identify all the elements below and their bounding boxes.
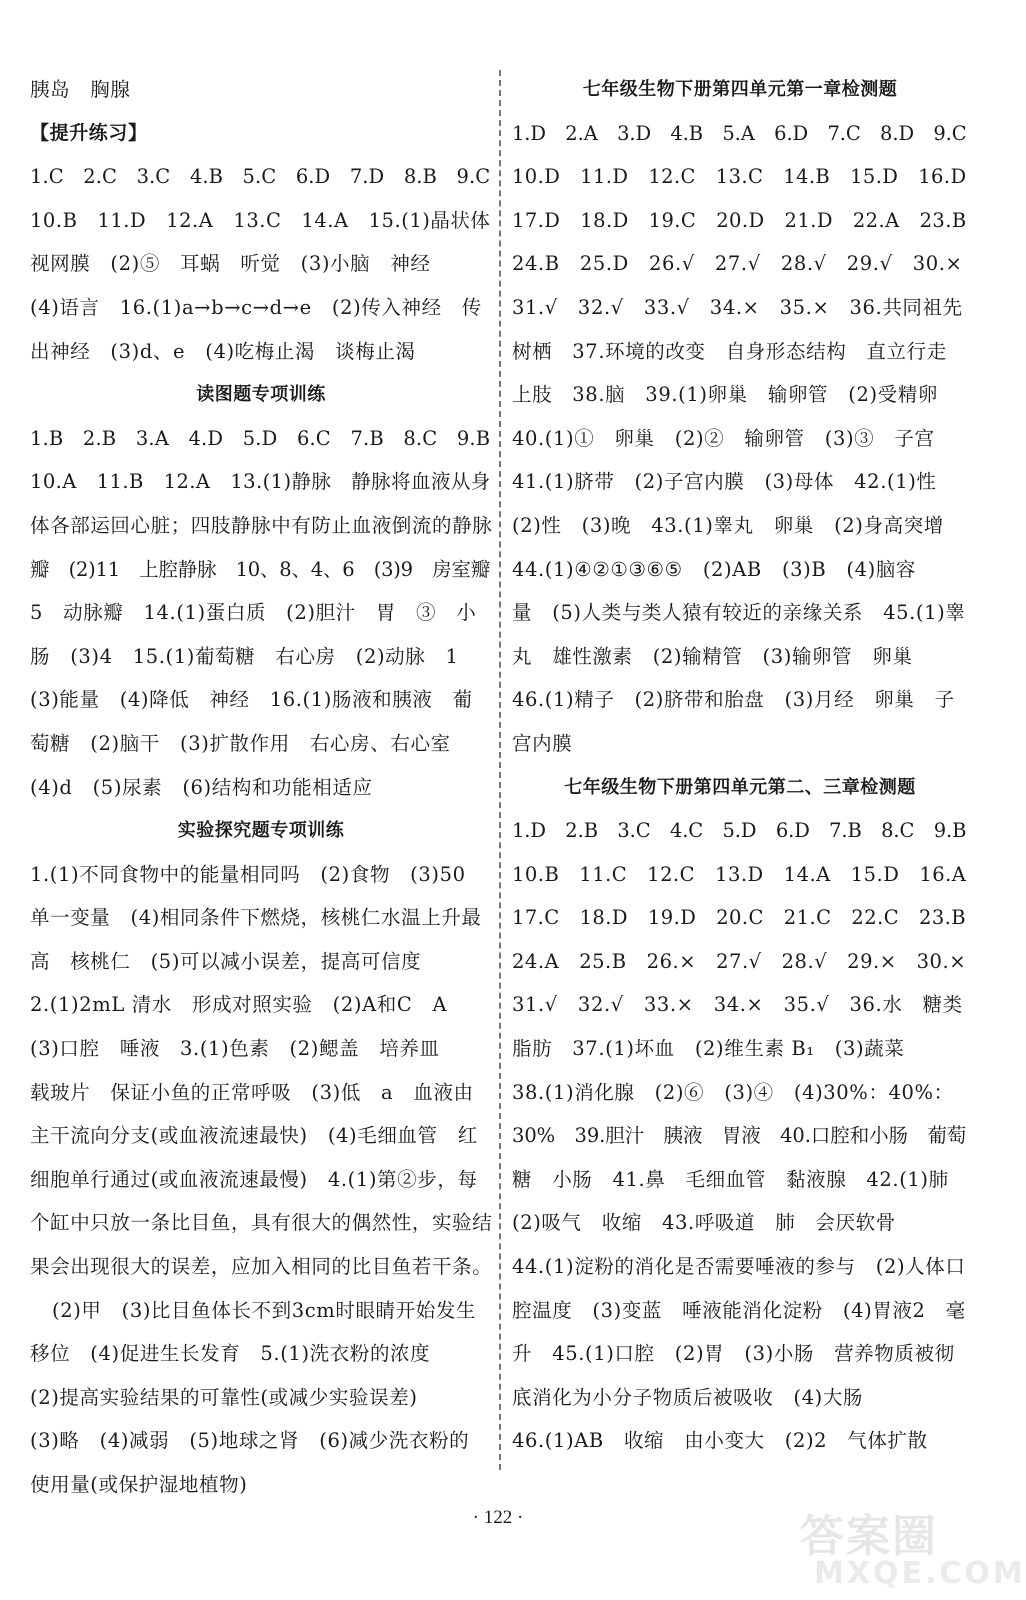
watermark-logo xyxy=(800,1500,1026,1595)
answer-line: (2)吸气 收缩 43.呼吸道 肺 会厌软骨 xyxy=(512,1211,896,1235)
answer-line: (4)d (5)尿素 (6)结构和功能相适应 xyxy=(30,775,373,799)
answer-line: 46.(1)AB 收缩 由小变大 (2)2 气体扩散 xyxy=(512,1429,928,1453)
page-number: · 122 · xyxy=(472,1507,524,1528)
answer-line: 24.B 25.D 26.√ 27.√ 28.√ 29.√ 30.× xyxy=(512,252,963,276)
right-column xyxy=(512,68,968,1463)
section-heading: 读图题专项训练 xyxy=(196,384,326,406)
answer-line: 44.(1)④②①③⑥⑤ (2)AB (3)B (4)脑容 xyxy=(512,557,917,581)
section-label: 【提升练习】 xyxy=(30,121,148,144)
answer-line: 10.B 11.C 12.C 13.D 14.A 15.D 16.A xyxy=(512,862,967,886)
answer-line: 出神经 (3)d、e (4)吃梅止渴 谈梅止渴 xyxy=(30,339,416,363)
answer-line: 高 核桃仁 (5)可以减小误差，提高可信度 xyxy=(30,949,422,973)
answer-line: 腔温度 (3)变蓝 唾液能消化淀粉 (4)胃液2 毫 xyxy=(512,1298,966,1322)
answer-line: 移位 (4)促进生长发育 5.(1)洗衣粉的浓度 xyxy=(30,1342,431,1366)
answer-line: 24.A 25.B 26.× 27.√ 28.√ 29.× 30.× xyxy=(512,949,967,973)
answer-line: 瓣 (2)11 上腔静脉 10、8、4、6 (3)9 房室瓣 xyxy=(30,557,490,581)
watermark-url: MXQE.COM xyxy=(814,1556,1026,1591)
answer-line: 果会出现很大的误差，应加入相同的比目鱼若干条。 xyxy=(30,1255,493,1279)
answer-line: 载玻片 保证小鱼的正常呼吸 (3)低 a 血液由 xyxy=(30,1080,474,1104)
answer-line: 单一变量 (4)相同条件下燃烧，核桃仁水温上升最 xyxy=(30,906,482,930)
answer-line: 萄糖 (2)脑干 (3)扩散作用 右心房、右心室 xyxy=(30,731,451,755)
answer-line: 使用量(或保护湿地植物) xyxy=(30,1473,248,1496)
answer-line: 体各部运回心脏；四肢静脉中有防止血液倒流的静脉 xyxy=(30,513,493,537)
answer-line: 1.B 2.B 3.A 4.D 5.D 6.C 7.B 8.C 9.B xyxy=(30,426,491,450)
answer-line: 宫内膜 xyxy=(512,731,573,755)
answer-line: (2)甲 (3)比目鱼体长不到3cm时眼睛开始发生 xyxy=(52,1298,477,1322)
answer-line: 肠 (3)4 15.(1)葡萄糖 右心房 (2)动脉 1 xyxy=(30,644,459,668)
answer-line: 胰岛 胸腺 xyxy=(30,78,131,101)
answer-line: 1.D 2.B 3.C 4.C 5.D 6.D 7.B 8.C 9.B xyxy=(512,819,967,843)
answer-line: 31.√ 32.√ 33.× 34.× 35.√ 36.水 糖类 xyxy=(512,993,963,1017)
section-heading: 七年级生物下册第四单元第二、三章检测题 xyxy=(564,776,916,798)
section-heading: 实验探究题专项训练 xyxy=(177,820,345,842)
answer-line: 17.C 18.D 19.D 20.C 21.C 22.C 23.B xyxy=(512,906,967,930)
answer-line: 44.(1)淀粉的消化是否需要唾液的参与 (2)人体口 xyxy=(512,1255,966,1279)
answer-line: 40.(1)① 卵巢 (2)② 输卵管 (3)③ 子宫 xyxy=(512,426,935,450)
answer-line: (2)提高实验结果的可靠性(或减少实验误差) xyxy=(30,1385,418,1409)
answer-line: (4)语言 16.(1)a→b→c→d→e (2)传入神经 传 xyxy=(30,295,482,319)
answer-line: 17.D 18.D 19.C 20.D 21.D 22.A 23.B xyxy=(512,208,967,232)
answer-line: 树栖 37.环境的改变 自身形态结构 直立行走 xyxy=(512,339,947,363)
answer-line: 丸 雄性激素 (2)输精管 (3)输卵管 卵巢 xyxy=(512,644,913,668)
answer-line: 1.(1)不同食物中的能量相同吗 (2)食物 (3)50 xyxy=(30,862,466,886)
section-heading: 七年级生物下册第四单元第一章检测题 xyxy=(582,79,898,100)
answer-line: 主干流向分支(或血液流速最快) (4)毛细血管 红 xyxy=(30,1124,478,1148)
watermark-text: 答案圈 xyxy=(800,1511,938,1562)
answer-line: 46.(1)精子 (2)脐带和胎盘 (3)月经 卵巢 子 xyxy=(512,688,955,712)
answer-line: 细胞单行通过(或血液流速最慢) 4.(1)第②步，每 xyxy=(30,1167,478,1191)
answer-line: 10.B 11.D 12.A 13.C 14.A 15.(1)晶状体 xyxy=(30,208,491,232)
answer-line: 上肢 38.脑 39.(1)卵巢 输卵管 (2)受精卵 xyxy=(512,383,938,407)
answer-line: 个缸中只放一条比目鱼，具有很大的偶然性，实验结 xyxy=(30,1211,493,1235)
answer-line: 41.(1)脐带 (2)子宫内膜 (3)母体 42.(1)性 xyxy=(512,470,937,494)
column-divider xyxy=(499,70,501,1470)
answer-line: (3)口腔 唾液 3.(1)色素 (2)鳃盖 培养皿 xyxy=(30,1037,440,1061)
answer-line: 升 45.(1)口腔 (2)胃 (3)小肠 营养物质被彻 xyxy=(512,1342,955,1366)
answer-line: 5 动脉瓣 14.(1)蛋白质 (2)胆汁 胃 ③ 小 xyxy=(30,601,477,625)
answer-line: 底消化为小分子物质后被吸收 (4)大肠 xyxy=(512,1385,864,1409)
answer-line: 视网膜 (2)⑤ 耳蜗 听觉 (3)小脑 神经 xyxy=(30,252,431,276)
answer-line: 38.(1)消化腺 (2)⑥ (3)④ (4)30%：40%： xyxy=(512,1080,954,1104)
left-column xyxy=(30,68,492,1507)
answer-line: 糖 小肠 41.鼻 毛细血管 黏液腺 42.(1)肺 xyxy=(512,1167,949,1191)
answer-line: 1.C 2.C 3.C 4.B 5.C 6.D 7.D 8.B 9.C xyxy=(30,165,491,189)
answer-line: 量 (5)人类与类人猿有较近的亲缘关系 45.(1)睾 xyxy=(512,601,966,625)
answer-line: (3)略 (4)减弱 (5)地球之肾 (6)减少洗衣粉的 xyxy=(30,1429,470,1453)
answer-line: 脂肪 37.(1)坏血 (2)维生素 B₁ (3)蔬菜 xyxy=(512,1037,905,1061)
answer-line: (2)性 (3)晚 43.(1)睾丸 卵巢 (2)身高突增 xyxy=(512,513,944,537)
answer-line: 1.D 2.A 3.D 4.B 5.A 6.D 7.C 8.D 9.C xyxy=(512,121,967,145)
answer-line: 10.D 11.D 12.C 13.C 14.B 15.D 16.D xyxy=(512,165,967,189)
answer-line: (3)能量 (4)降低 神经 16.(1)肠液和胰液 葡 xyxy=(30,688,473,712)
answer-line: 10.A 11.B 12.A 13.(1)静脉 静脉将血液从身 xyxy=(30,470,491,494)
answer-line: 30% 39.胆汁 胰液 胃液 40.口腔和小肠 葡萄 xyxy=(512,1124,967,1148)
answer-line: 31.√ 32.√ 33.√ 34.× 35.× 36.共同祖先 xyxy=(512,295,963,319)
answer-line: 2.(1)2mL 清水 形成对照实验 (2)A和C A xyxy=(30,993,448,1017)
